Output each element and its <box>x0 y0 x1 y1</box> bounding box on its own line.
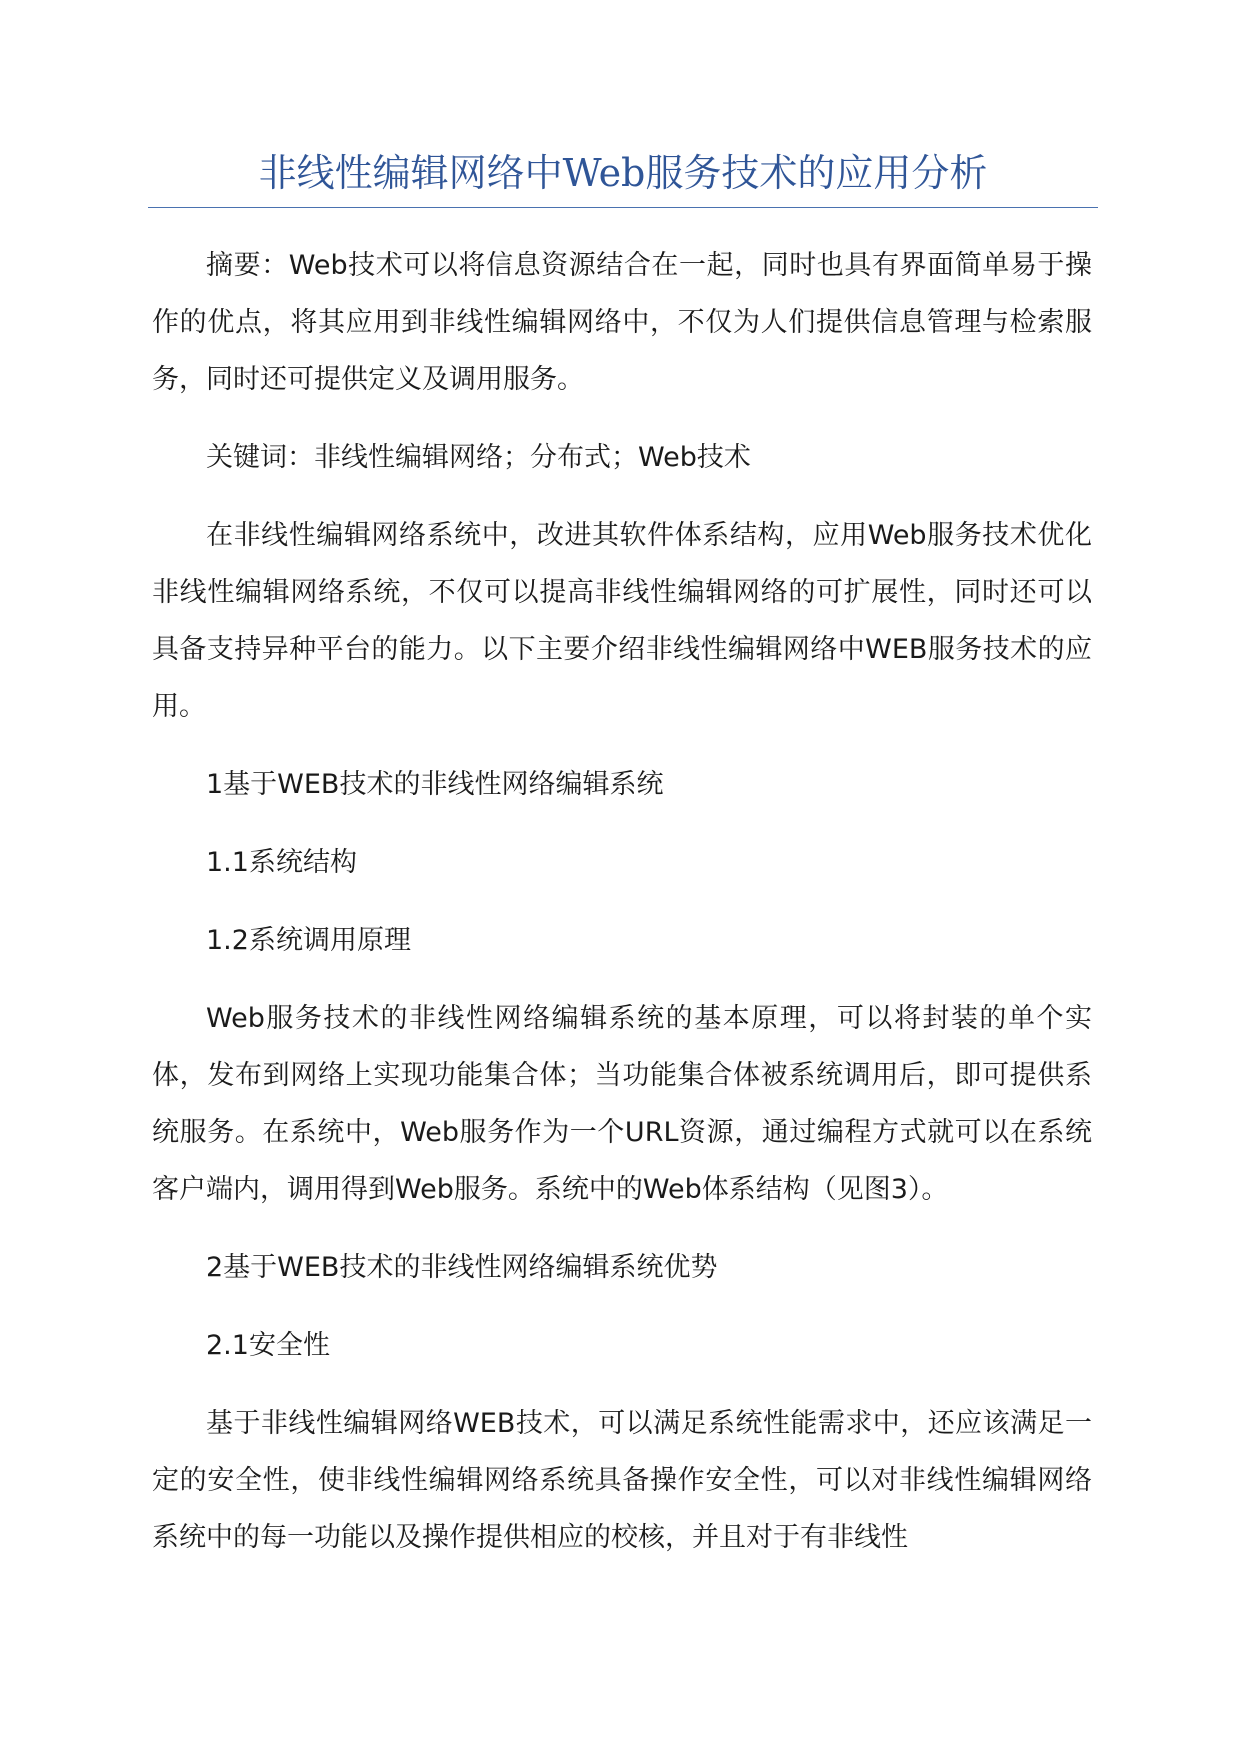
subsection-heading-2-1: 2.1安全性 <box>206 1330 330 1361</box>
document-body <box>152 237 1092 1587</box>
abstract-paragraph: 摘要：Web技术可以将信息资源结合在一起，同时也具有界面简单易于操作的优点，将其应用到非线性编辑网络中，不仅为人们提供信息管理与检索服务，同时还可提供定义及调用服务。 <box>152 250 1092 395</box>
title-underline <box>148 207 1098 208</box>
intro-paragraph: 在非线性编辑网络系统中，改进其软件体系结构，应用Web服务技术优化非线性编辑网络系统，不仅可以提高非线性编辑网络的可扩展性，同时还可以具备支持异种平台的能力。以下主要介绍非线性编辑网络中WEB服务技术的应用。 <box>152 520 1092 722</box>
keywords-paragraph: 关键词：非线性编辑网络；分布式；Web技术 <box>206 442 751 473</box>
subsection-heading-1-2: 1.2系统调用原理 <box>206 925 411 956</box>
document-title: 非线性编辑网络中Web服务技术的应用分析 <box>258 151 988 195</box>
body-paragraph: 基于非线性编辑网络WEB技术，可以满足系统性能需求中，还应该满足一定的安全性，使非线性编辑网络系统具备操作安全性，可以对非线性编辑网络系统中的每一功能以及操作提供相应的校核，并且对于有非线性 <box>152 1408 1092 1553</box>
section-heading-2: 2基于WEB技术的非线性网络编辑系统优势 <box>206 1252 718 1283</box>
section-heading-1: 1基于WEB技术的非线性网络编辑系统 <box>206 769 664 800</box>
subsection-heading-1-1: 1.1系统结构 <box>206 847 357 878</box>
body-paragraph: Web服务技术的非线性网络编辑系统的基本原理，可以将封装的单个实体，发布到网络上实现功能集合体；当功能集合体被系统调用后，即可提供系统服务。在系统中，Web服务作为一个URL资源，通过编程方式就可以在系统客户端内，调用得到Web服务。系统中的Web体系结构（见图3）。 <box>152 1003 1092 1205</box>
